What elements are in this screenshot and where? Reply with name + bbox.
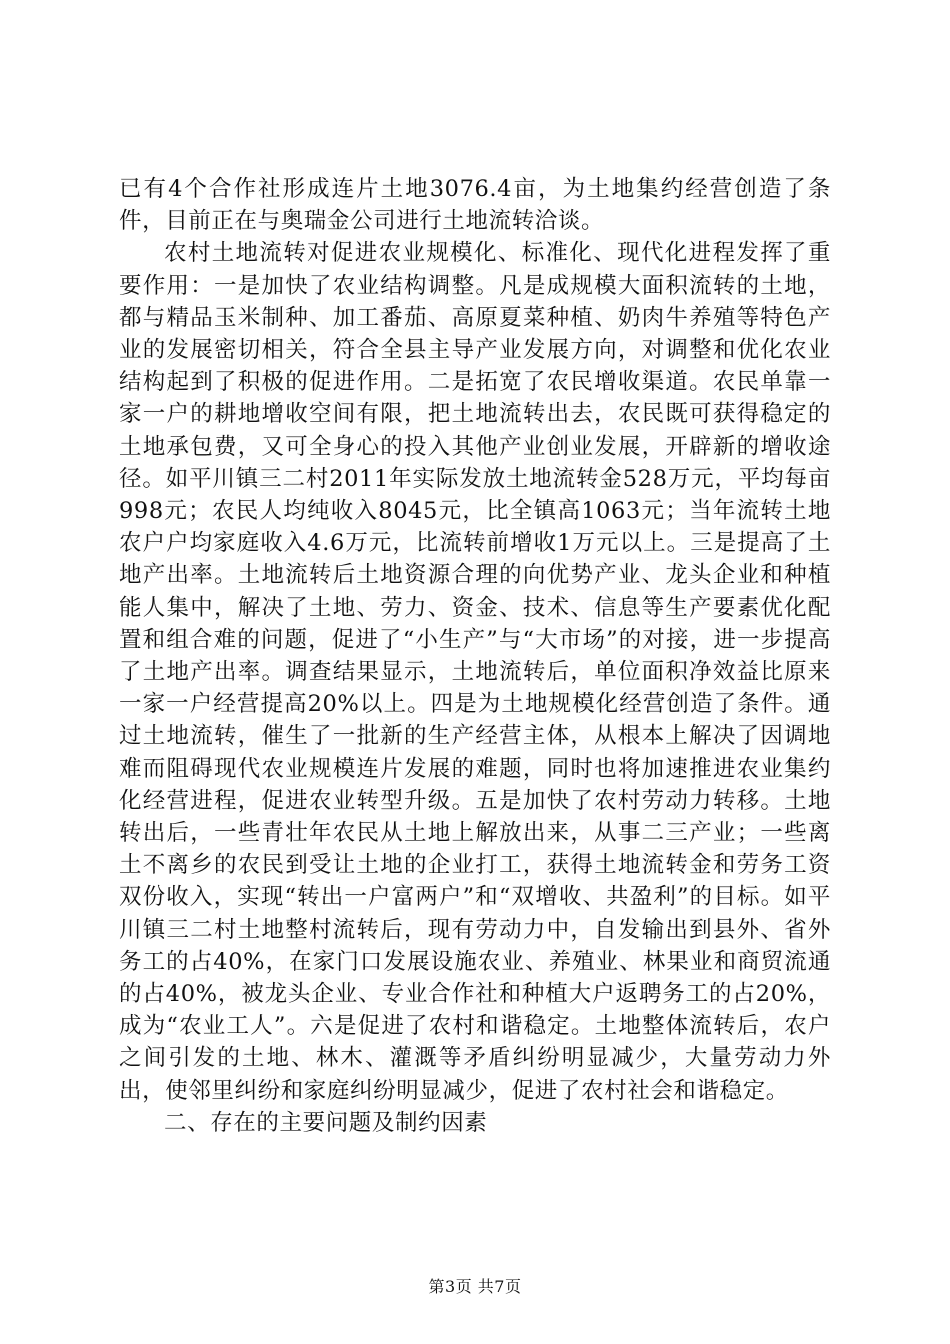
section-heading: 二、存在的主要问题及制约因素 bbox=[164, 1109, 488, 1136]
document-body bbox=[119, 173, 831, 1139]
paragraph-continuation: 已有4个合作社形成连片土地3076.4亩，为土地集约经营创造了条件，目前正在与奥瑞金公司进行土地流转洽谈。 bbox=[119, 176, 831, 235]
paragraph-transfer-effects: 农村土地流转对促进农业规模化、标准化、现代化进程发挥了重要作用：一是加快了农业结构调整。凡是成规模大面积流转的土地，都与精品玉米制种、加工番茄、高原夏菜种植、奶肉牛养殖等特色产业的发展密切相关，符合全县主导产业发展方向，对调整和优化农业结构起到了积极的促进作用。二是拓宽了农民增收渠道。农民单靠一家一户的耕地增收空间有限，把土地流转出去，农民既可获得稳定的土地承包费，又可全身心的投入其他产业创业发展，开辟新的增收途径。如平川镇三二村2011年实际发放土地流转金528万元，平均每亩998元；农民人均纯收入8045元，比全镇高1063元；当年流转土地农户户均家庭收入4.6万元，比流转前增收1万元以上。三是提高了土地产出率。土地流转后土地资源合理的向优势产业、龙头企业和种植能人集中，解决了土地、劳力、资金、技术、信息等生产要素优化配置和组合难的问题，促进了“小生产”与“大市场”的对接，进一步提高了土地产出率。调查结果显示，土地流转后，单位面积净效益比原来一家一户经营提高20%以上。四是为土地规模化经营创造了条件。通过土地流转，催生了一批新的生产经营主体，从根本上解决了因调地难而阻碍现代农业规模连片发展的难题，同时也将加速推进农业集约化经营进程，促进农业转型升级。五是加快了农村劳动力转移。土地转出后，一些青壮年农民从土地上解放出来，从事二三产业；一些离土不离乡的农民到受让土地的企业打工，获得土地流转金和劳务工资双份收入，实现“转出一户富两户”和“双增收、共盈利”的目标。如平川镇三二村土地整村流转后，现有劳动力中，自发输出到县外、省外务工的占40%，在家门口发展设施农业、养殖业、林果业和商贸流通的占40%，被龙头企业、专业合作社和种植大户返聘务工的占20%，成为“农业工人”。六是促进了农村和谐稳定。土地整体流转后，农户之间引发的土地、林木、灌溉等矛盾纠纷明显减少，大量劳动力外出，使邻里纠纷和家庭纠纷明显减少，促进了农村社会和谐稳定。 bbox=[119, 240, 831, 1104]
page-number-footer: 第3页 共7页 bbox=[428, 1277, 522, 1296]
